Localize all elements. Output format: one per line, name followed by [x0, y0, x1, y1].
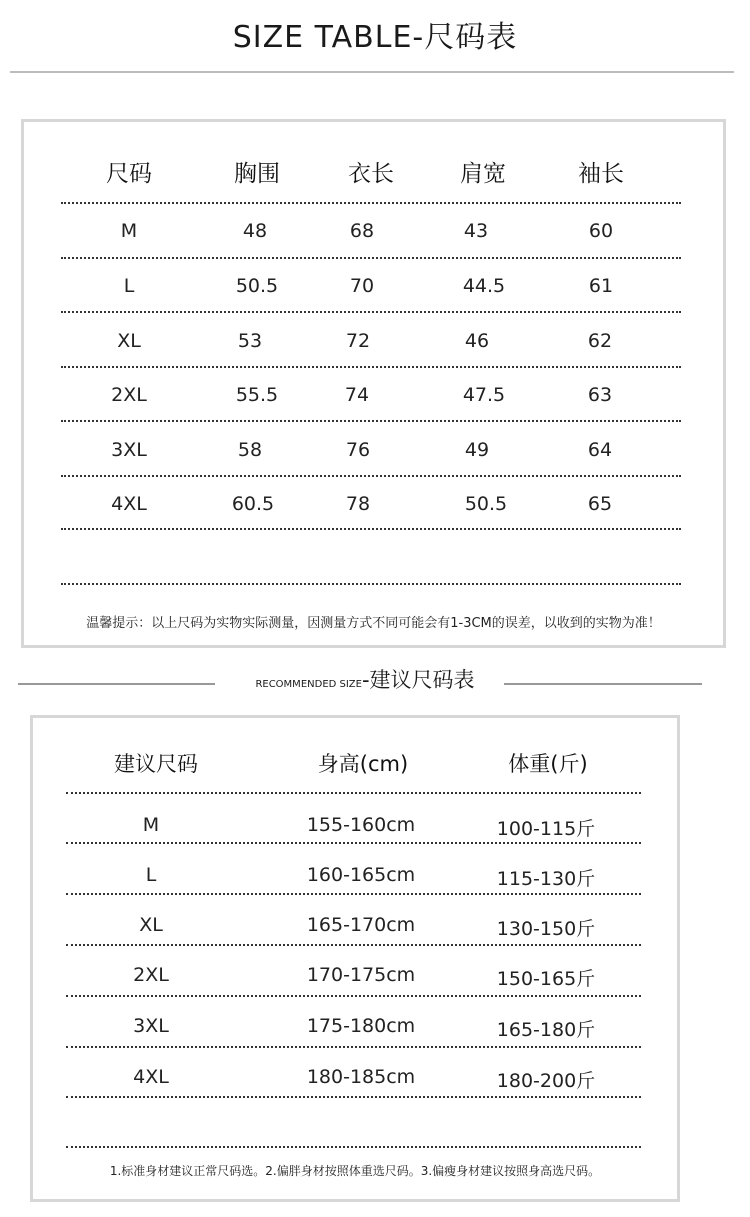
cell-height: 165-170cm	[306, 914, 416, 936]
cell-size: 2XL	[111, 384, 147, 406]
cell-size: XL	[139, 914, 163, 936]
row-divider	[61, 366, 681, 368]
cell-length: 70	[349, 275, 375, 297]
recommendation-note: 1.标准身材建议正常尺码选。2.偏胖身材按照体重选尺码。3.偏瘦身材建议按照身高选尺码。	[109, 1164, 601, 1178]
cell-shoulder: 43	[463, 220, 489, 242]
title-divider	[10, 71, 734, 73]
cell-height: 170-175cm	[306, 964, 416, 986]
cell-size: 2XL	[133, 964, 169, 986]
cell-size: 4XL	[111, 493, 147, 515]
recommended-title-en: RECOMMENDED SIZE	[255, 679, 362, 690]
table-bottom-divider	[61, 583, 681, 585]
cell-chest: 50.5	[235, 275, 279, 297]
header-chest: 胸围	[234, 161, 280, 187]
cell-length: 76	[345, 439, 371, 461]
row-divider	[66, 893, 641, 895]
cell-length: 72	[345, 330, 371, 352]
size-table-title: SIZE TABLE-尺码表	[232, 20, 518, 55]
recommended-title-zh: -建议尺码表	[361, 668, 475, 692]
cell-weight: 130-150斤	[496, 918, 596, 940]
cell-shoulder: 47.5	[462, 384, 506, 406]
cell-size: 3XL	[133, 1015, 169, 1037]
cell-weight: 150-165斤	[496, 968, 596, 990]
header-recommended-size: 建议尺码	[114, 752, 198, 776]
row-divider	[61, 420, 681, 422]
cell-height: 160-165cm	[306, 864, 416, 886]
cell-weight: 115-130斤	[496, 868, 596, 890]
cell-chest: 55.5	[235, 384, 279, 406]
cell-weight: 100-115斤	[496, 818, 596, 840]
header-weight: 体重(斤)	[508, 752, 588, 776]
header-sleeve: 袖长	[578, 161, 624, 187]
cell-size: M	[120, 220, 138, 242]
header-length: 衣长	[348, 161, 394, 187]
cell-shoulder: 44.5	[462, 275, 506, 297]
cell-height: 175-180cm	[306, 1015, 416, 1037]
cell-sleeve: 60	[588, 220, 614, 242]
row-divider	[61, 311, 681, 313]
row-divider	[66, 842, 641, 844]
cell-shoulder: 50.5	[464, 493, 508, 515]
cell-chest: 48	[242, 220, 268, 242]
cell-shoulder: 49	[464, 439, 490, 461]
header-size: 尺码	[106, 161, 152, 187]
cell-shoulder: 46	[464, 330, 490, 352]
cell-size: L	[123, 275, 135, 297]
row-divider	[61, 202, 681, 204]
recommended-table	[30, 715, 680, 1202]
cell-length: 78	[345, 493, 371, 515]
recommended-divider-right	[504, 683, 702, 685]
cell-length: 68	[349, 220, 375, 242]
cell-size: XL	[117, 330, 141, 352]
cell-sleeve: 64	[587, 439, 613, 461]
row-divider	[66, 1096, 641, 1098]
cell-sleeve: 62	[587, 330, 613, 352]
row-divider	[66, 944, 641, 946]
cell-sleeve: 63	[587, 384, 613, 406]
measurement-note: 温馨提示：以上尺码为实物实际测量，因测量方式不同可能会有1-3CM的误差，以收到的实物为准！	[86, 616, 661, 631]
row-divider	[66, 792, 641, 794]
cell-height: 180-185cm	[306, 1066, 416, 1088]
recommended-title	[0, 664, 730, 694]
cell-sleeve: 61	[588, 275, 614, 297]
cell-chest: 60.5	[231, 493, 275, 515]
cell-size: L	[145, 864, 157, 886]
cell-size: 4XL	[133, 1066, 169, 1088]
row-divider	[61, 528, 681, 530]
table-bottom-divider	[66, 1146, 641, 1148]
cell-chest: 53	[237, 330, 263, 352]
row-divider	[66, 1046, 641, 1048]
cell-height: 155-160cm	[306, 814, 416, 836]
row-divider	[66, 995, 641, 997]
header-shoulder: 肩宽	[460, 161, 506, 187]
cell-sleeve: 65	[587, 493, 613, 515]
cell-chest: 58	[237, 439, 263, 461]
cell-size: 3XL	[111, 439, 147, 461]
cell-length: 74	[344, 384, 370, 406]
size-table	[21, 119, 726, 648]
cell-weight: 180-200斤	[496, 1070, 596, 1092]
row-divider	[61, 475, 681, 477]
cell-weight: 165-180斤	[496, 1019, 596, 1041]
header-height: 身高(cm)	[317, 752, 409, 776]
cell-size: M	[142, 814, 160, 836]
row-divider	[61, 257, 681, 259]
